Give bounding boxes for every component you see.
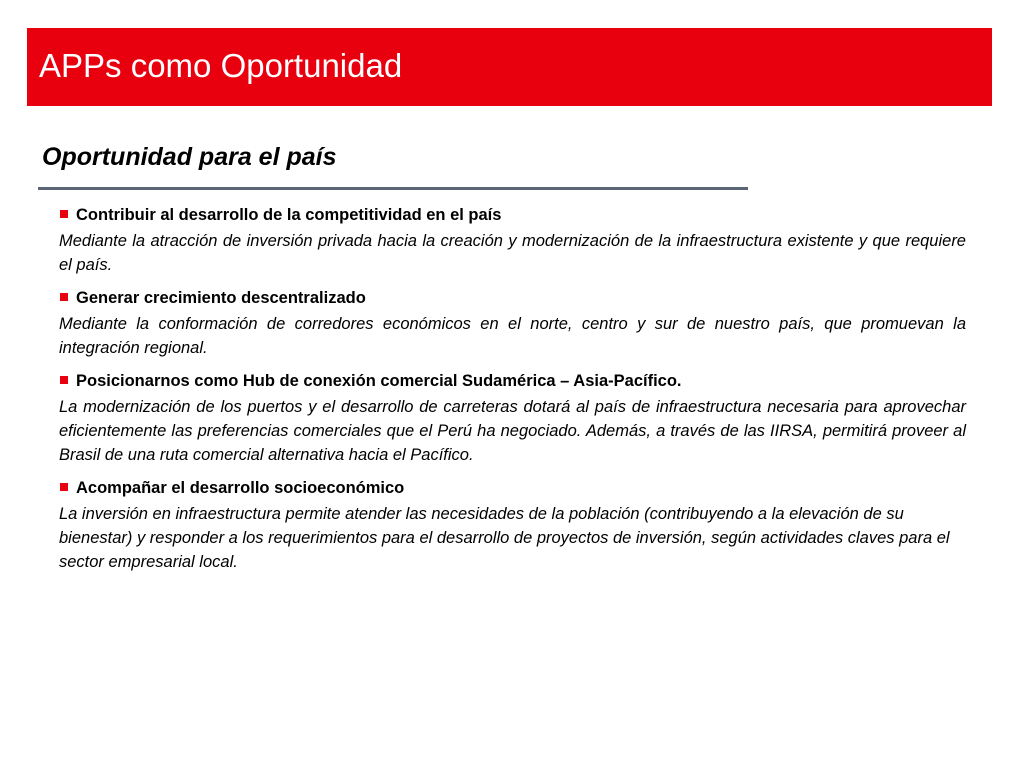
title-bar [27, 28, 992, 106]
section-heading [59, 286, 966, 310]
square-bullet-icon [60, 210, 68, 218]
section-heading [59, 476, 966, 500]
section-heading [59, 369, 966, 393]
section-competitividad [59, 203, 966, 277]
section-heading-text: Posicionarnos como Hub de conexión comercial Sudamérica – Asia-Pacífico. [76, 372, 682, 390]
section-body: La modernización de los puertos y el desarrollo de carreteras dotará al país de infraestructura necesaria para aprovechar eficientemente las preferencias comerciales que el Perú ha negociado. Además, a través de las IIRSA, permitirá proveer al Brasil de una ruta comercial alternativa hacia el Pacífico. [59, 398, 966, 464]
section-heading-text: Contribuir al desarrollo de la competitividad en el país [76, 206, 502, 224]
section-heading-text: Generar crecimiento descentralizado [76, 289, 366, 307]
slide-subtitle: Oportunidad para el país [42, 143, 337, 171]
section-body: La inversión en infraestructura permite atender las necesidades de la población (contribuyendo a la elevación de su bienestar) y responder a los requerimientos para el desarrollo de proyectos de inversión, según actividades claves para el sector empresarial local. [59, 505, 950, 571]
subtitle-divider [38, 187, 748, 190]
section-heading-text: Acompañar el desarrollo socioeconómico [76, 479, 405, 497]
square-bullet-icon [60, 483, 68, 491]
section-crecimiento [59, 286, 966, 360]
slide-title: APPs como Oportunidad [39, 47, 403, 84]
square-bullet-icon [60, 376, 68, 384]
square-bullet-icon [60, 293, 68, 301]
section-socioeconomico [59, 476, 966, 574]
content-area [59, 203, 966, 583]
section-body: Mediante la conformación de corredores económicos en el norte, centro y sur de nuestro país, que promuevan la integración regional. [59, 315, 966, 357]
section-heading [59, 203, 966, 227]
section-hub [59, 369, 966, 467]
section-body: Mediante la atracción de inversión privada hacia la creación y modernización de la infraestructura existente y que requiere el país. [59, 232, 966, 274]
